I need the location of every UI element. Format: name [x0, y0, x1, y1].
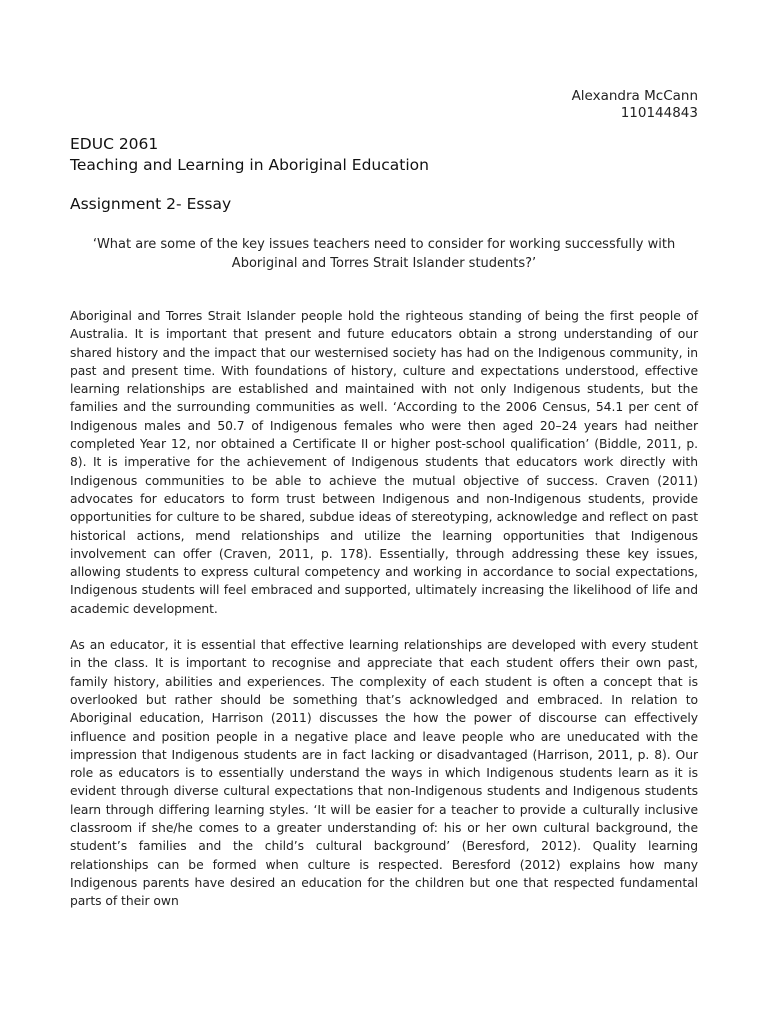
author-name: Alexandra McCann [571, 88, 698, 104]
course-code: EDUC 2061 [70, 135, 159, 153]
course-title: Teaching and Learning in Aboriginal Education [70, 156, 429, 174]
student-id: 110144843 [620, 105, 698, 121]
essay-paragraph: As an educator, it is essential that effective learning relationships are developed with every student in the class. It is important to recognise and appreciate that each student offers their own past, family history, abilities and experiences. The complexity of each student is often a concept that is overlooked but rather should be something that’s acknowledged and embraced. In relation to Aboriginal education, Harrison (2011) discusses the how the power of discourse can effectively influence and position people in a negative place and leave people who are uneducated with the impression that Indigenous students are in fact lacking or disadvantaged (Harrison, 2011, p. 8). Our role as educators is to essentially understand the ways in which Indigenous students learn as it is evident through diverse cultural expectations that non-Indigenous students and Indigenous students learn through differing learning styles. ‘It will be easier for a teacher to provide a culturally inclusive classroom if she/he comes to a greater understanding of: his or her own cultural background, the student’s families and the child’s cultural background’ (Beresford, 2012). Quality learning relationships can be formed when culture is respected. Beresford (2012) explains how many Indigenous parents have desired an education for the children but one that respected fundamental parts of their own [70, 638, 698, 909]
essay-question: ‘What are some of the key issues teachers need to consider for working successfully with Aboriginal and Torres Strait Islander students?’ [92, 237, 676, 271]
assignment-title: Assignment 2- Essay [70, 195, 232, 213]
author-block [70, 88, 698, 122]
course-block [70, 134, 698, 176]
essay-body [70, 307, 698, 911]
document-page [70, 88, 698, 929]
essay-paragraph: Aboriginal and Torres Strait Islander people hold the righteous standing of being the first people of Australia. It is important that present and future educators obtain a strong understanding of our shared history and the impact that our westernised society has had on the Indigenous community, in past and present time. With foundations of history, culture and expectations understood, effective learning relationships are established and maintained with not only Indigenous students, but the families and the surrounding communities as well. ‘According to the 2006 Census, 54.1 per cent of Indigenous males and 50.7 of Indigenous females who were then aged 20–24 years had neither completed Year 12, nor obtained a Certificate II or higher post-school qualification’ (Biddle, 2011, p. 8). It is imperative for the achievement of Indigenous students that educators work directly with Indigenous communities to be able to achieve the mutual objective of success. Craven (2011) advocates for educators to form trust between Indigenous and non-Indigenous students, provide opportunities for culture to be shared, subdue ideas of stereotyping, acknowledge and reflect on past historical actions, mend relationships and utilize the learning opportunities that Indigenous involvement can offer (Craven, 2011, p. 178). Essentially, through addressing these key issues, allowing students to express cultural competency and working in accordance to social expectations, Indigenous students will feel embraced and supported, ultimately increasing the likelihood of life and academic development. [70, 309, 698, 616]
